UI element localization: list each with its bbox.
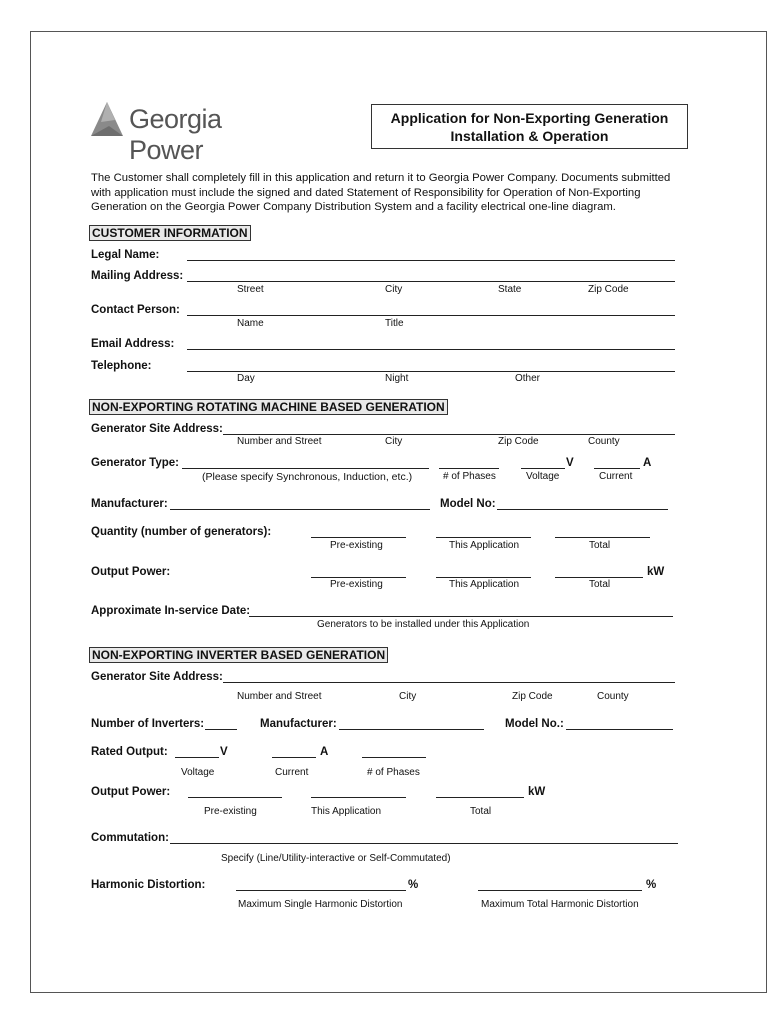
inv-kw-unit: kW bbox=[528, 786, 546, 798]
inv-out-total-caption: Total bbox=[470, 806, 492, 817]
inv-voltage-field[interactable] bbox=[175, 757, 219, 758]
rot-site-address-field[interactable] bbox=[223, 434, 675, 435]
inv-output-label: Output Power: bbox=[91, 786, 171, 798]
inv-out-this-app-field[interactable] bbox=[311, 797, 406, 798]
rot-site-address-label: Generator Site Address: bbox=[91, 423, 223, 435]
max-total-caption: Maximum Total Harmonic Distortion bbox=[481, 899, 639, 910]
rot-model-field[interactable] bbox=[497, 509, 668, 510]
inv-a-unit: A bbox=[320, 746, 329, 758]
georgia-power-logo bbox=[89, 100, 299, 165]
gen-type-label: Generator Type: bbox=[91, 457, 179, 469]
max-total-field[interactable] bbox=[478, 890, 642, 891]
rot-out-total-caption: Total bbox=[589, 579, 611, 590]
mailing-address-label: Mailing Address: bbox=[91, 270, 184, 282]
gen-type-hint: (Please specify Synchronous, Induction, etc.) bbox=[202, 471, 413, 483]
city-caption: City bbox=[385, 284, 403, 295]
inv-model-field[interactable] bbox=[566, 729, 673, 730]
contact-person-field[interactable] bbox=[187, 315, 675, 316]
contact-person-label: Contact Person: bbox=[91, 304, 180, 316]
gen-type-field[interactable] bbox=[182, 468, 429, 469]
qty-total-caption: Total bbox=[589, 540, 611, 551]
inv-county-caption: County bbox=[597, 691, 629, 702]
inv-out-preexisting-caption: Pre-existing bbox=[204, 806, 257, 817]
in-service-field[interactable] bbox=[249, 616, 673, 617]
rot-output-label: Output Power: bbox=[91, 566, 171, 578]
inv-current-field[interactable] bbox=[272, 757, 316, 758]
in-service-hint: Generators to be installed under this Application bbox=[317, 619, 530, 630]
harmonic-label: Harmonic Distortion: bbox=[91, 879, 206, 891]
total-pct-unit: % bbox=[646, 879, 657, 891]
num-inverters-label: Number of Inverters: bbox=[91, 718, 205, 730]
rot-out-preexisting-field[interactable] bbox=[311, 577, 406, 578]
qty-this-app-field[interactable] bbox=[436, 537, 531, 538]
rot-current-caption: Current bbox=[599, 471, 633, 482]
rot-current-field[interactable] bbox=[594, 468, 640, 469]
inv-number-street-caption: Number and Street bbox=[237, 691, 322, 702]
legal-name-field[interactable] bbox=[187, 260, 675, 261]
quantity-label: Quantity (number of generators): bbox=[91, 526, 272, 538]
inv-manufacturer-field[interactable] bbox=[339, 729, 484, 730]
inv-manufacturer-label: Manufacturer: bbox=[260, 718, 337, 730]
rot-out-this-app-caption: This Application bbox=[449, 579, 520, 590]
rot-voltage-field[interactable] bbox=[521, 468, 565, 469]
inv-city-caption: City bbox=[399, 691, 417, 702]
rot-voltage-caption: Voltage bbox=[526, 471, 560, 482]
street-caption: Street bbox=[237, 284, 264, 295]
rotating-section-heading: NON-EXPORTING ROTATING MACHINE BASED GENERATION bbox=[89, 399, 448, 415]
rot-phases-caption: # of Phases bbox=[443, 471, 496, 482]
inv-current-caption: Current bbox=[275, 767, 309, 778]
zip-caption: Zip Code bbox=[588, 284, 629, 295]
rot-phases-field[interactable] bbox=[439, 468, 499, 469]
single-pct-unit: % bbox=[408, 879, 419, 891]
inv-site-address-field[interactable] bbox=[223, 682, 675, 683]
rot-zip-caption: Zip Code bbox=[498, 436, 539, 447]
rot-manufacturer-label: Manufacturer: bbox=[91, 498, 168, 510]
max-single-field[interactable] bbox=[236, 890, 406, 891]
inv-out-preexisting-field[interactable] bbox=[188, 797, 282, 798]
title-caption: Title bbox=[385, 318, 404, 329]
inv-zip-caption: Zip Code bbox=[512, 691, 553, 702]
rot-out-this-app-field[interactable] bbox=[436, 577, 531, 578]
inv-voltage-caption: Voltage bbox=[181, 767, 215, 778]
legal-name-label: Legal Name: bbox=[91, 249, 160, 261]
rot-kw-unit: kW bbox=[647, 566, 665, 578]
email-field[interactable] bbox=[187, 349, 675, 350]
name-caption: Name bbox=[237, 318, 264, 329]
form-title bbox=[371, 104, 688, 149]
qty-this-app-caption: This Application bbox=[449, 540, 520, 551]
in-service-label: Approximate In-service Date: bbox=[91, 605, 251, 617]
commutation-hint: Specify (Line/Utility-interactive or Self-Commutated) bbox=[221, 853, 451, 864]
rot-manufacturer-field[interactable] bbox=[170, 509, 430, 510]
rated-output-label: Rated Output: bbox=[91, 746, 168, 758]
state-caption: State bbox=[498, 284, 522, 295]
rot-city-caption: City bbox=[385, 436, 403, 447]
telephone-field[interactable] bbox=[187, 371, 675, 372]
email-label: Email Address: bbox=[91, 338, 175, 350]
inv-phases-field[interactable] bbox=[362, 757, 426, 758]
telephone-label: Telephone: bbox=[91, 360, 152, 372]
day-caption: Day bbox=[237, 373, 255, 384]
qty-preexisting-field[interactable] bbox=[311, 537, 406, 538]
max-single-caption: Maximum Single Harmonic Distortion bbox=[238, 899, 403, 910]
inv-phases-caption: # of Phases bbox=[367, 767, 420, 778]
rot-out-preexisting-caption: Pre-existing bbox=[330, 579, 383, 590]
inv-v-unit: V bbox=[220, 746, 228, 758]
title-line-1: Application for Non-Exporting Generation bbox=[390, 110, 669, 126]
customer-section-heading: CUSTOMER INFORMATION bbox=[89, 225, 251, 241]
night-caption: Night bbox=[385, 373, 409, 384]
rot-out-total-field[interactable] bbox=[555, 577, 643, 578]
inv-model-label: Model No.: bbox=[505, 718, 564, 730]
inv-site-address-label: Generator Site Address: bbox=[91, 671, 223, 683]
title-line-2: Installation & Operation bbox=[450, 128, 609, 144]
num-inverters-field[interactable] bbox=[205, 729, 237, 730]
rot-number-street-caption: Number and Street bbox=[237, 436, 322, 447]
commutation-field[interactable] bbox=[170, 843, 678, 844]
rot-model-label: Model No: bbox=[440, 498, 496, 510]
logo-text: Georgia Power bbox=[129, 104, 222, 165]
mailing-address-field[interactable] bbox=[187, 281, 675, 282]
qty-total-field[interactable] bbox=[555, 537, 650, 538]
rot-a-unit: A bbox=[643, 457, 652, 469]
other-caption: Other bbox=[515, 373, 541, 384]
qty-preexisting-caption: Pre-existing bbox=[330, 540, 383, 551]
inv-out-total-field[interactable] bbox=[436, 797, 524, 798]
commutation-label: Commutation: bbox=[91, 832, 169, 844]
intro-paragraph: The Customer shall completely fill in this application and return it to Georgia Power Company. Documents submitted with application must include the signed and dated Statement of Responsibility for Operation of Non-Exporting Generation on the Georgia Power Company Distribution System and a facility electrical one-line diagram. bbox=[91, 172, 671, 213]
inv-out-this-app-caption: This Application bbox=[311, 806, 382, 817]
logo-triangle-icon bbox=[89, 100, 129, 142]
inverter-section-heading: NON-EXPORTING INVERTER BASED GENERATION bbox=[89, 647, 388, 663]
rot-county-caption: County bbox=[588, 436, 620, 447]
rot-v-unit: V bbox=[566, 457, 574, 469]
